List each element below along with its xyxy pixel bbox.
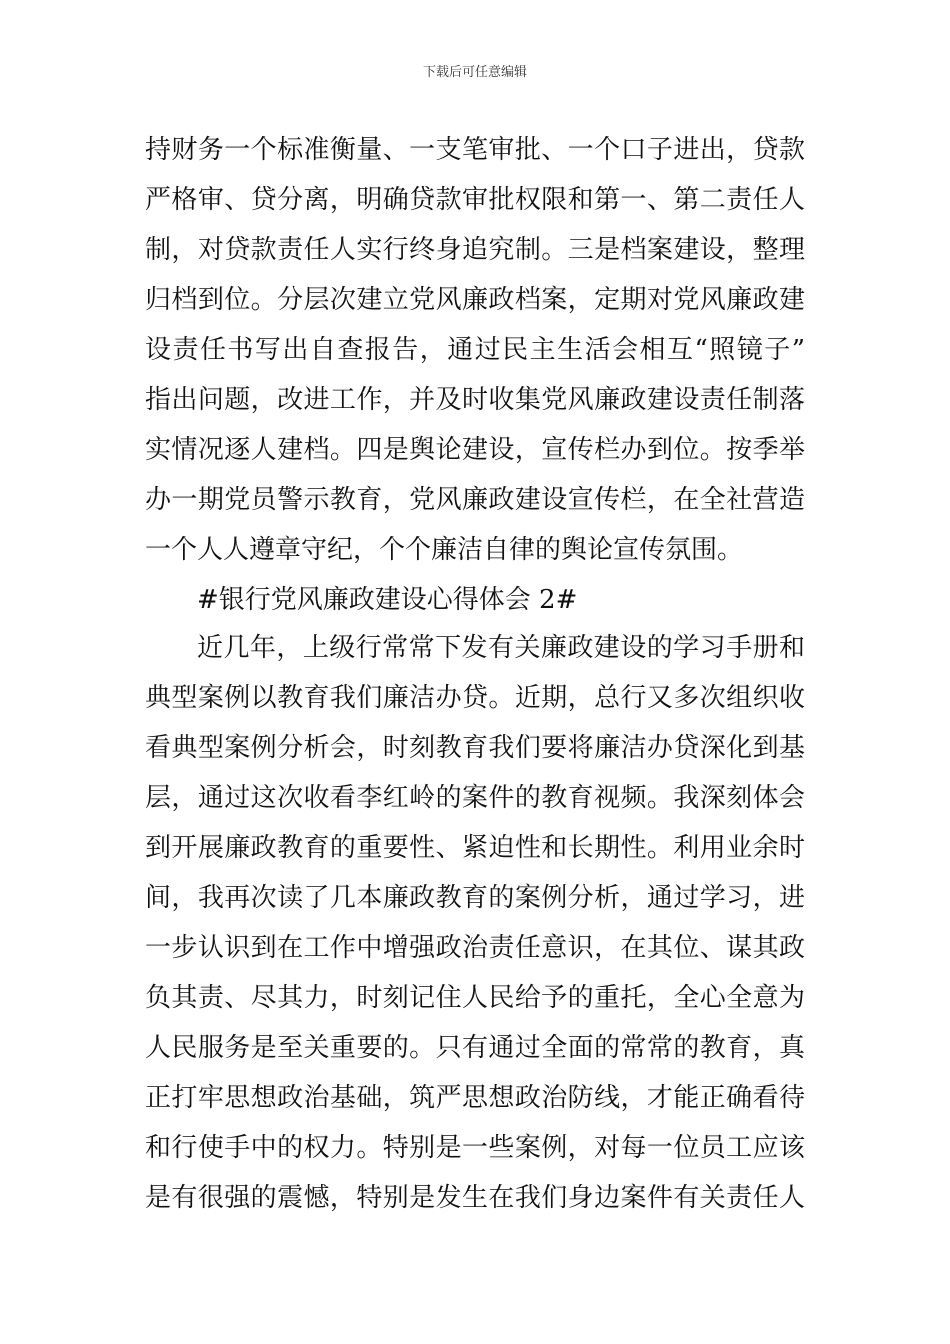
body-line: 负其责、尽其力，时刻记住人民给予的重托，全心全意为 <box>145 983 805 1013</box>
body-line: 间，我再次读了几本廉政教育的案例分析，通过学习，进 <box>145 883 805 913</box>
section-heading: #银行党风廉政建设心得体会 2# <box>197 585 578 615</box>
body-line: 办一期党员警示教育，党风廉政建设宣传栏，在全社营造 <box>145 485 805 515</box>
body-line: 到开展廉政教育的重要性、紧迫性和长期性。利用业余时 <box>145 833 805 863</box>
body-line: 看典型案例分析会，时刻教育我们要将廉洁办贷深化到基 <box>145 733 805 763</box>
body-line: 和行使手中的权力。特别是一些案例，对每一位员工应该 <box>145 1133 805 1163</box>
page-header-note: 下载后可任意编辑 <box>422 65 527 80</box>
body-line: 归档到位。分层次建立党风廉政档案，定期对党风廉政建 <box>145 285 805 315</box>
body-line: 正打牢思想政治基础，筑严思想政治防线，才能正确看待 <box>145 1083 805 1113</box>
body-line: 持财务一个标准衡量、一支笔审批、一个口子进出，贷款 <box>145 135 805 165</box>
body-line: 层，通过这次收看李红岭的案件的教育视频。我深刻体会 <box>145 783 805 813</box>
body-line: 制，对贷款责任人实行终身追究制。三是档案建设，整理 <box>145 235 805 265</box>
body-line: 实情况逐人建档。四是舆论建设，宣传栏办到位。按季举 <box>145 435 805 465</box>
body-line: 指出问题，改进工作，并及时收集党风廉政建设责任制落 <box>145 385 805 415</box>
body-line: 一个人人遵章守纪，个个廉洁自律的舆论宣传氛围。 <box>145 535 744 565</box>
body-line: 设责任书写出自查报告，通过民主生活会相互“照镜子” <box>145 335 805 365</box>
body-line: 是有很强的震憾，特别是发生在我们身边案件有关责任人 <box>145 1183 805 1213</box>
body-line: 严格审、贷分离，明确贷款审批权限和第一、第二责任人 <box>145 185 805 215</box>
body-line: 一步认识到在工作中增强政治责任意识，在其位、谋其政 <box>145 933 805 963</box>
body-line: 人民服务是至关重要的。只有通过全面的常常的教育，真 <box>145 1033 805 1063</box>
body-line: 典型案例以教育我们廉洁办贷。近期，总行又多次组织收 <box>145 683 805 713</box>
body-line: 近几年，上级行常常下发有关廉政建设的学习手册和 <box>197 633 805 663</box>
